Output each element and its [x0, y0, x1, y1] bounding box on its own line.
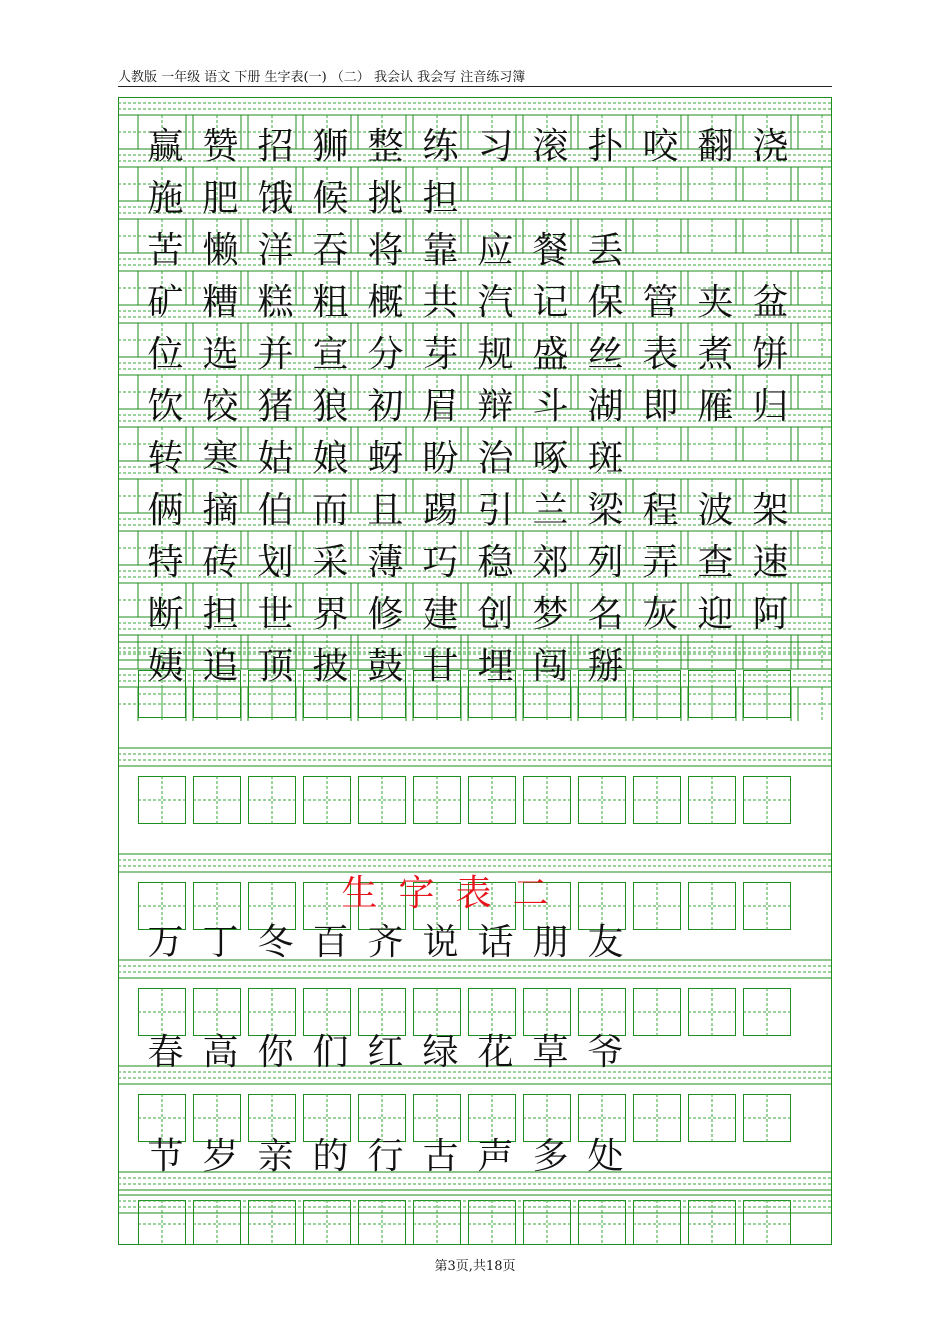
character-cell: 阿 — [752, 594, 789, 635]
character-cell: 亲 — [257, 1136, 294, 1177]
character-cell: 特 — [147, 542, 184, 583]
character-cell: 踢 — [422, 490, 459, 531]
character-cell: 齐 — [367, 922, 404, 963]
character-cell: 夹 — [697, 282, 734, 323]
rows-row — [118, 175, 832, 223]
character-cell: 蚜 — [367, 438, 404, 479]
character-cell: 花 — [477, 1032, 514, 1073]
character-cell: 赞 — [202, 126, 239, 167]
character-cell: 转 — [147, 438, 184, 479]
character-cell: 红 — [367, 1032, 404, 1073]
page-header: 人教版 一年级 语文 下册 生字表(一) （二） 我会认 我会写 注音练习簿 — [118, 70, 526, 85]
character-cell: 架 — [752, 490, 789, 531]
character-cell: 俩 — [147, 490, 184, 531]
character-cell: 姑 — [257, 438, 294, 479]
character-cell: 糟 — [202, 282, 239, 323]
character-cell: 吞 — [312, 230, 349, 271]
character-cell: 顶 — [257, 646, 294, 687]
rows-row — [118, 331, 832, 379]
rows-row — [118, 383, 832, 431]
character-cell: 的 — [312, 1136, 349, 1177]
character-cell: 处 — [587, 1136, 624, 1177]
rows-row — [118, 487, 832, 535]
character-cell: 寒 — [202, 438, 239, 479]
character-cell: 雁 — [697, 386, 734, 427]
character-cell: 巧 — [422, 542, 459, 583]
character-cell: 位 — [147, 334, 184, 375]
character-cell: 绿 — [422, 1032, 459, 1073]
character-cell: 友 — [587, 922, 624, 963]
character-cell: 声 — [477, 1136, 514, 1177]
character-cell: 建 — [422, 594, 459, 635]
title-character: 二 — [512, 873, 549, 914]
character-cell: 管 — [642, 282, 679, 323]
title-character: 表 — [455, 873, 492, 914]
character-cell: 弄 — [642, 542, 679, 583]
character-cell: 湖 — [587, 386, 624, 427]
character-cell: 行 — [367, 1136, 404, 1177]
character-cell: 爷 — [587, 1032, 624, 1073]
character-cell: 挑 — [367, 178, 404, 219]
character-cell: 饮 — [147, 386, 184, 427]
character-cell: 们 — [312, 1032, 349, 1073]
character-cell: 汽 — [477, 282, 514, 323]
character-cell: 招 — [257, 126, 294, 167]
character-cell: 名 — [587, 594, 624, 635]
character-cell: 划 — [257, 542, 294, 583]
character-cell: 练 — [422, 126, 459, 167]
character-cell: 分 — [367, 334, 404, 375]
character-cell: 娘 — [312, 438, 349, 479]
character-cell: 波 — [697, 490, 734, 531]
character-cell: 掰 — [587, 646, 624, 687]
character-cell: 苦 — [147, 230, 184, 271]
character-cell: 担 — [202, 594, 239, 635]
character-cell: 姨 — [147, 646, 184, 687]
character-cell: 草 — [532, 1032, 569, 1073]
character-cell: 多 — [532, 1136, 569, 1177]
character-cell: 百 — [312, 922, 349, 963]
character-cell: 煮 — [697, 334, 734, 375]
character-cell: 兰 — [532, 490, 569, 531]
character-cell: 稳 — [477, 542, 514, 583]
character-cell: 创 — [477, 594, 514, 635]
character-cell: 盆 — [752, 282, 789, 323]
character-cell: 斗 — [532, 386, 569, 427]
rows-row — [118, 123, 832, 171]
character-cell: 春 — [147, 1032, 184, 1073]
character-cell: 扑 — [587, 126, 624, 167]
character-cell: 而 — [312, 490, 349, 531]
character-cell: 梦 — [532, 594, 569, 635]
character-cell: 应 — [477, 230, 514, 271]
character-cell: 眉 — [422, 386, 459, 427]
character-cell: 斑 — [587, 438, 624, 479]
character-cell: 猪 — [257, 386, 294, 427]
character-cell: 治 — [477, 438, 514, 479]
character-cell: 规 — [477, 334, 514, 375]
character-cell: 修 — [367, 594, 404, 635]
character-cell: 咬 — [642, 126, 679, 167]
character-cell: 断 — [147, 594, 184, 635]
character-cell: 高 — [202, 1032, 239, 1073]
rows-row — [118, 539, 832, 587]
character-cell: 伯 — [257, 490, 294, 531]
character-cell: 郊 — [532, 542, 569, 583]
character-cell: 话 — [477, 922, 514, 963]
title-character: 字 — [398, 873, 435, 914]
character-cell: 鼓 — [367, 646, 404, 687]
character-cell: 保 — [587, 282, 624, 323]
character-cell: 洋 — [257, 230, 294, 271]
character-cell: 列 — [587, 542, 624, 583]
character-cell: 饺 — [202, 386, 239, 427]
character-cell: 岁 — [202, 1136, 239, 1177]
character-cell: 啄 — [532, 438, 569, 479]
rows2-row — [118, 1029, 832, 1077]
character-cell: 且 — [367, 490, 404, 531]
character-cell: 归 — [752, 386, 789, 427]
character-cell: 并 — [257, 334, 294, 375]
character-cell: 候 — [312, 178, 349, 219]
character-cell: 灰 — [642, 594, 679, 635]
character-cell: 将 — [367, 230, 404, 271]
character-cell: 共 — [422, 282, 459, 323]
character-cell: 肥 — [202, 178, 239, 219]
rows-row — [118, 643, 832, 691]
character-cell: 初 — [367, 386, 404, 427]
character-cell: 餐 — [532, 230, 569, 271]
character-cell: 施 — [147, 178, 184, 219]
character-cell: 甘 — [422, 646, 459, 687]
character-cell: 查 — [697, 542, 734, 583]
character-cell: 矿 — [147, 282, 184, 323]
character-cell: 说 — [422, 922, 459, 963]
character-cell: 采 — [312, 542, 349, 583]
character-cell: 摘 — [202, 490, 239, 531]
character-cell: 朋 — [532, 922, 569, 963]
character-cell: 赢 — [147, 126, 184, 167]
rows-row — [118, 227, 832, 275]
character-cell: 粗 — [312, 282, 349, 323]
title-character: 生 — [341, 873, 378, 914]
character-cell: 选 — [202, 334, 239, 375]
character-cell: 概 — [367, 282, 404, 323]
character-cell: 习 — [477, 126, 514, 167]
character-cell: 即 — [642, 386, 679, 427]
character-cell: 宣 — [312, 334, 349, 375]
character-cell: 程 — [642, 490, 679, 531]
character-cell: 辩 — [477, 386, 514, 427]
character-cell: 滚 — [532, 126, 569, 167]
practice-sheet — [118, 97, 832, 1245]
character-cell: 冬 — [257, 922, 294, 963]
character-cell: 披 — [312, 646, 349, 687]
section-title — [118, 869, 832, 919]
character-cell: 表 — [642, 334, 679, 375]
character-cell: 浇 — [752, 126, 789, 167]
rows-row — [118, 279, 832, 327]
character-cell: 饿 — [257, 178, 294, 219]
page-footer: 第3页,共18页 — [434, 1259, 516, 1274]
character-cell: 糕 — [257, 282, 294, 323]
character-cell: 你 — [257, 1032, 294, 1073]
character-cell: 翻 — [697, 126, 734, 167]
header-rule — [118, 86, 832, 87]
character-cell: 节 — [147, 1136, 184, 1177]
character-cell: 芽 — [422, 334, 459, 375]
character-cell: 饼 — [752, 334, 789, 375]
character-cell: 迎 — [697, 594, 734, 635]
character-cell: 懒 — [202, 230, 239, 271]
rows-row — [118, 435, 832, 483]
character-cell: 丁 — [202, 922, 239, 963]
character-cell: 追 — [202, 646, 239, 687]
rows2-row — [118, 919, 832, 967]
character-cell: 盛 — [532, 334, 569, 375]
character-cell: 丝 — [587, 334, 624, 375]
character-cell: 古 — [422, 1136, 459, 1177]
character-cell: 界 — [312, 594, 349, 635]
character-cell: 记 — [532, 282, 569, 323]
character-cell: 万 — [147, 922, 184, 963]
character-cell: 狮 — [312, 126, 349, 167]
character-cell: 梁 — [587, 490, 624, 531]
character-cell: 狼 — [312, 386, 349, 427]
character-cell: 薄 — [367, 542, 404, 583]
character-cell: 整 — [367, 126, 404, 167]
character-cell: 丢 — [587, 230, 624, 271]
character-cell: 砖 — [202, 542, 239, 583]
character-cell: 盼 — [422, 438, 459, 479]
character-cell: 引 — [477, 490, 514, 531]
character-cell: 闯 — [532, 646, 569, 687]
rows2-row — [118, 1133, 832, 1181]
rows-row — [118, 591, 832, 639]
character-cell: 埋 — [477, 646, 514, 687]
character-cell: 靠 — [422, 230, 459, 271]
character-cell: 世 — [257, 594, 294, 635]
character-cell: 担 — [422, 178, 459, 219]
character-cell: 速 — [752, 542, 789, 583]
